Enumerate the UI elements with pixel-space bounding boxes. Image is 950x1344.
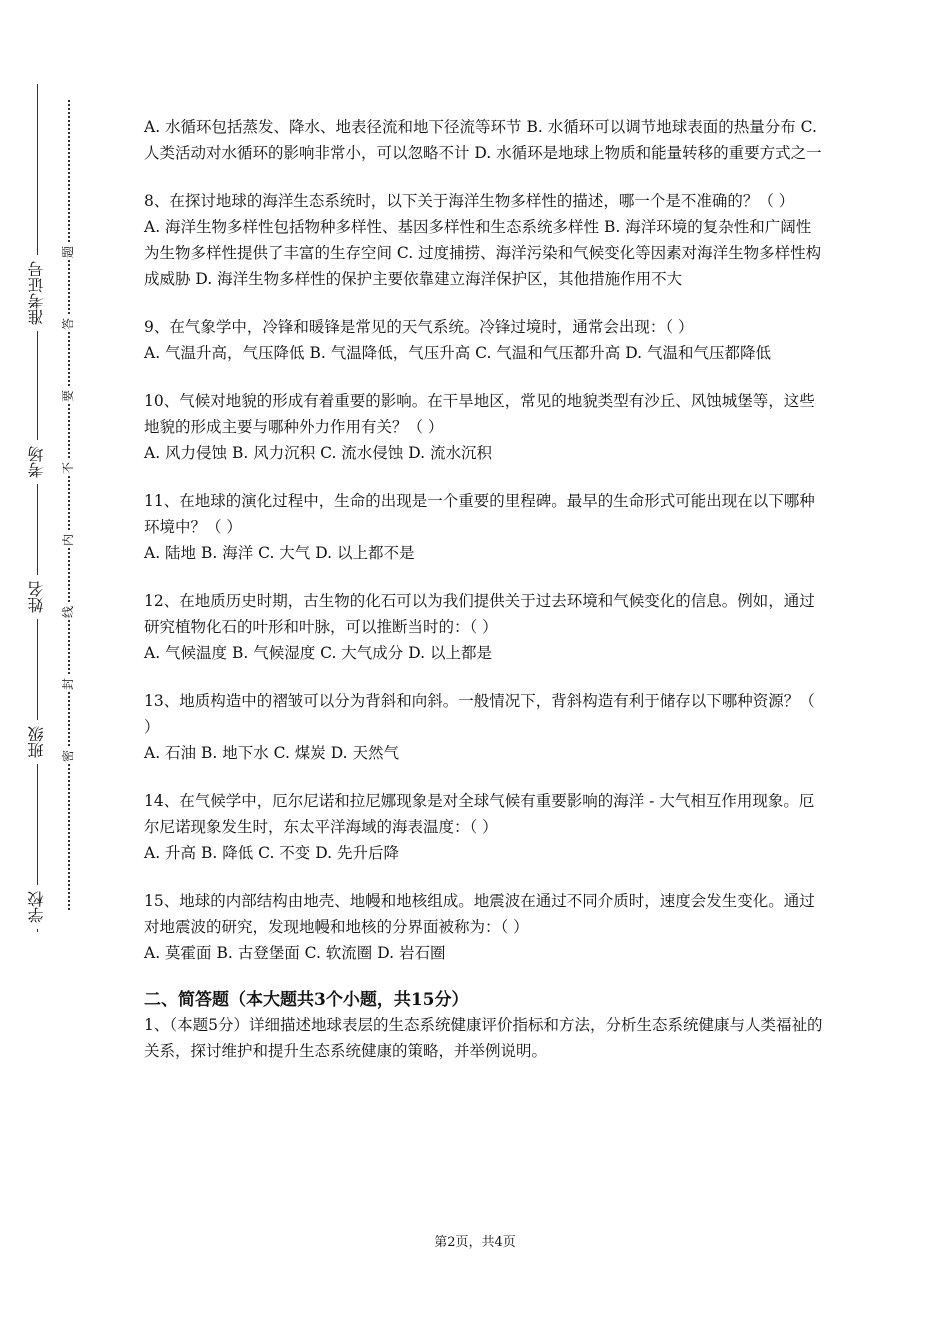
question-options: A. 水循环包括蒸发、降水、地表径流和地下径流等环节 B. 水循环可以调节地球表面的热量分布 C. 人类活动对水循环的影响非常小，可以忽略不计 D. 水循环是地球上物质和能量转移的重要方式之一: [144, 118, 822, 162]
seal-char: 要: [58, 388, 78, 404]
question-block: [144, 888, 824, 966]
section-short-answer: [144, 988, 824, 1064]
field-school: 学校: [23, 885, 51, 929]
question-options: A. 气候温度 B. 气候湿度 C. 大气成分 D. 以上都是: [144, 644, 492, 662]
binding-margin: [0, 0, 90, 1344]
question-options: A. 石油 B. 地下水 C. 煤炭 D. 天然气: [144, 744, 399, 762]
question-options: A. 风力侵蚀 B. 风力沉积 C. 流水侵蚀 D. 流水沉积: [144, 444, 492, 462]
question-stem: 10、气候对地貌的形成有着重要的影响。在干旱地区，常见的地貌类型有沙丘、风蚀城堡等，这些地貌的形成主要与哪种外力作用有关？（ ）: [144, 392, 815, 436]
question-stem: 11、在地球的演化过程中，生命的出现是一个重要的里程碑。最早的生命形式可能出现在以下哪种环境中？（ ）: [144, 492, 815, 536]
seal-char: 答: [58, 316, 78, 332]
question-block: [144, 314, 824, 366]
question-stem: 14、在气候学中，厄尔尼诺和拉尼娜现象是对全球气候有重要影响的海洋 - 大气相互作用现象。厄尔尼诺现象发生时，东太平洋海域的海表温度：（ ）: [144, 792, 815, 836]
field-name: 姓名: [23, 575, 51, 619]
seal-char: 线: [58, 604, 78, 620]
field-admission-number: 准考证号: [23, 255, 51, 331]
question-stem: 13、地质构造中的褶皱可以分为背斜和向斜。一般情况下，背斜构造有利于储存以下哪种资源？（ ）: [144, 692, 815, 736]
question-block: [144, 788, 824, 866]
field-class: 班级: [23, 720, 51, 764]
question-block: [144, 388, 824, 466]
field-exam-room: 考场: [23, 440, 51, 484]
question-options: A. 气温升高，气压降低 B. 气温降低，气压升高 C. 气温和气压都升高 D. 气温和气压都降低: [144, 344, 771, 362]
short-answer-question: 1、（本题5分）详细描述地球表层的生态系统健康评价指标和方法，分析生态系统健康与人类福祉的关系，探讨维护和提升生态系统健康的策略，并举例说明。: [144, 1016, 823, 1060]
binding-dotted-line: [68, 100, 70, 910]
question-stem: 12、在地质历史时期，古生物的化石可以为我们提供关于过去环境和气候变化的信息。例如，通过研究植物化石的叶形和叶脉，可以推断当时的：（ ）: [144, 592, 815, 636]
seal-char: 密: [58, 748, 78, 764]
binding-solid-line: [37, 84, 38, 932]
question-7-options-block: [144, 114, 824, 166]
question-block: [144, 488, 824, 566]
question-stem: 15、地球的内部结构由地壳、地幔和地核组成。地震波在通过不同介质时，速度会发生变化。通过对地震波的研究，发现地幔和地核的分界面被称为：（ ）: [144, 892, 815, 936]
question-stem: 8、在探讨地球的海洋生态系统时，以下关于海洋生物多样性的描述，哪一个是不准确的？（ ）: [144, 192, 795, 210]
question-options: A. 陆地 B. 海洋 C. 大气 D. 以上都不是: [144, 544, 415, 562]
question-options: A. 莫霍面 B. 古登堡面 C. 软流圈 D. 岩石圈: [144, 944, 446, 962]
seal-char: 题: [58, 244, 78, 260]
exam-content: [144, 114, 824, 1064]
question-block: [144, 588, 824, 666]
question-block: [144, 188, 824, 292]
seal-char: 不: [58, 460, 78, 476]
question-options: A. 海洋生物多样性包括物种多样性、基因多样性和生态系统多样性 B. 海洋环境的复杂性和广阔性为生物多样性提供了丰富的生存空间 C. 过度捕捞、海洋污染和气候变化等因素对海洋生物多样性构成威胁 D. 海洋生物多样性的保护主要依靠建立海洋保护区，其他措施作用不大: [144, 218, 822, 288]
page-number: 第2页，共4页: [434, 1235, 516, 1250]
question-stem: 9、在气象学中，冷锋和暖锋是常见的天气系统。冷锋过境时，通常会出现：（ ）: [144, 318, 694, 336]
section-title: 二、简答题（本大题共3个小题，共15分）: [144, 990, 469, 1010]
question-block: [144, 688, 824, 766]
question-options: A. 升高 B. 降低 C. 不变 D. 先升后降: [144, 844, 399, 862]
seal-char: 封: [58, 676, 78, 692]
seal-char: 内: [58, 532, 78, 548]
